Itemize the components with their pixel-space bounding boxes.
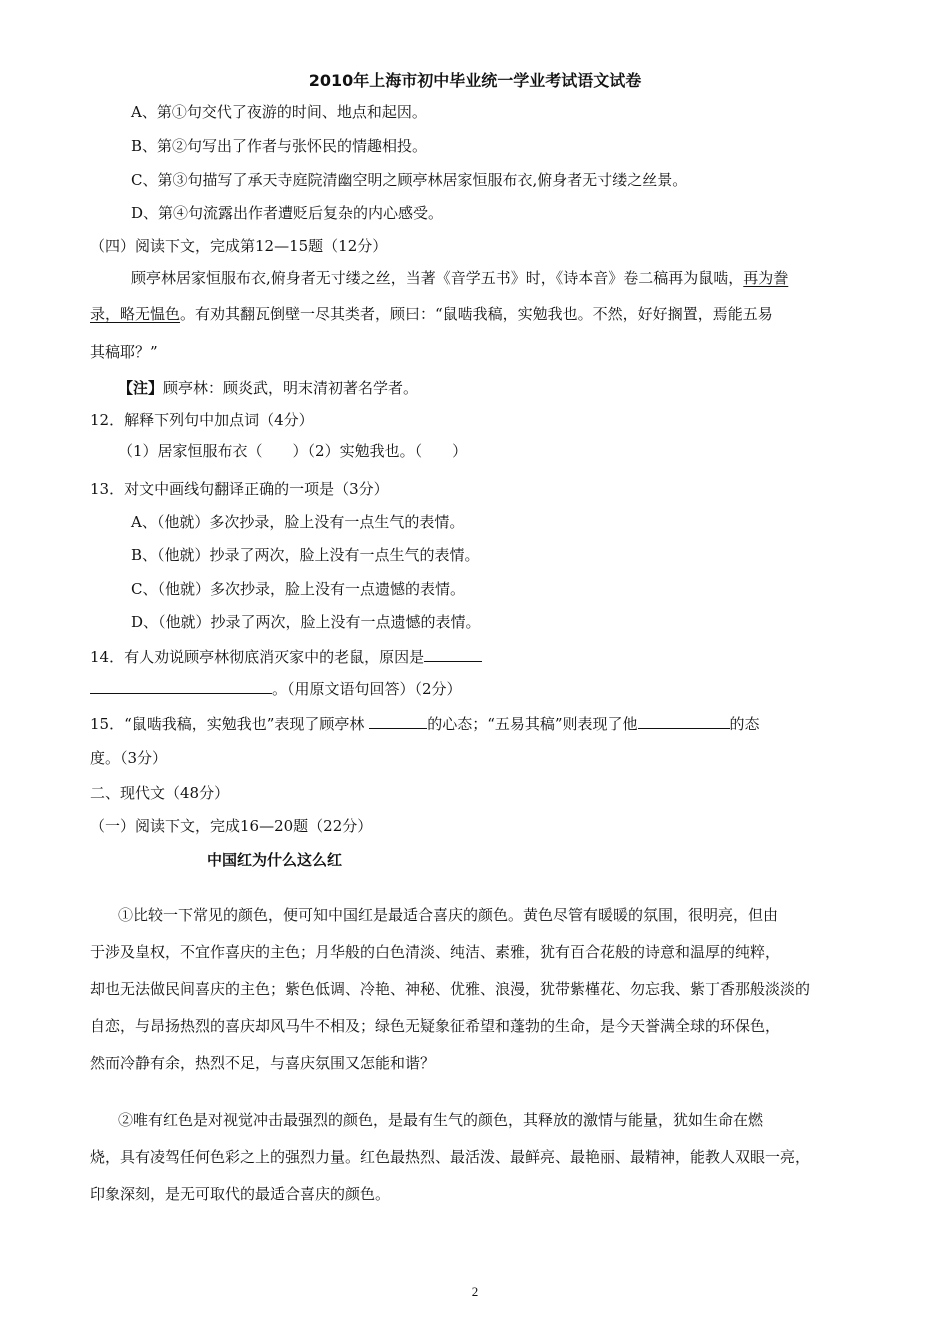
underlined-sentence: 录，略无愠色 bbox=[90, 305, 181, 323]
question-15-text: 的态 bbox=[729, 715, 760, 733]
note-text: 顾亭林：顾炎武，明末清初著名学者。 bbox=[163, 379, 419, 397]
page-title: 2010年上海市初中毕业统一学业考试语文试卷 bbox=[308, 71, 642, 90]
paragraph-1-line: 自恋，与昂扬热烈的喜庆却风马牛不相及；绿色无疑象征希望和蓬勃的生命，是今天誉满全球的环保色， bbox=[90, 1017, 781, 1035]
paragraph-1-line: 然而冷静有余，热烈不足，与喜庆氛围又怎能和谐？ bbox=[90, 1054, 436, 1072]
option-c: C、第③句描写了承天寺庭院清幽空明之顾亭林居家恒服布衣,俯身者无寸缕之丝景。 bbox=[131, 171, 688, 189]
question-15-text: 15．“鼠啮我稿，实勉我也”表现了顾亭林 bbox=[90, 715, 370, 733]
paragraph-2-line: 烧，具有凌驾任何色彩之上的强烈力量。红色最热烈、最活泼、最鲜亮、最艳丽、最精神，能教人双眼一亮， bbox=[90, 1148, 811, 1166]
paragraph-2-line: 印象深刻，是无可取代的最适合喜庆的颜色。 bbox=[90, 1185, 391, 1203]
answer-blank[interactable] bbox=[369, 713, 427, 729]
question-13-option-c: C、（他就）多次抄录，脸上没有一点遗憾的表情。 bbox=[131, 580, 465, 598]
paragraph-1-line: 于涉及皇权，不宜作喜庆的主色；月华般的白色清淡、纯洁、素雅，犹有百合花般的诗意和温厚的纯粹， bbox=[90, 943, 781, 961]
option-b: B、第②句写出了作者与张怀民的情趣相投。 bbox=[131, 137, 428, 155]
option-d: D、第④句流露出作者遭贬后复杂的内心感受。 bbox=[131, 204, 444, 222]
part-two-heading: 二、现代文（48分） bbox=[90, 784, 230, 802]
section-four-heading: （四）阅读下文，完成第12—15题（12分） bbox=[90, 237, 388, 255]
question-14-text: 14．有人劝说顾亭林彻底消灭家中的老鼠，原因是 bbox=[90, 648, 425, 666]
question-15-stem bbox=[90, 713, 760, 734]
question-13-option-b: B、（他就）抄录了两次，脸上没有一点生气的表情。 bbox=[131, 546, 480, 564]
answer-blank[interactable] bbox=[424, 646, 482, 662]
question-13-option-d: D、（他就）抄录了两次，脸上没有一点遗憾的表情。 bbox=[131, 613, 481, 631]
question-14-stem bbox=[90, 646, 482, 667]
paragraph-1-line: ①比较一下常见的颜色，便可知中国红是最适合喜庆的颜色。黄色尽管有暖暖的氛围，很明亮，但由 bbox=[118, 906, 779, 924]
underlined-sentence: 再为誊 bbox=[743, 269, 789, 287]
question-13-option-a: A、（他就）多次抄录，脸上没有一点生气的表情。 bbox=[131, 513, 465, 531]
question-13-stem: 13．对文中画线句翻译正确的一项是（3分） bbox=[90, 480, 389, 498]
answer-blank[interactable] bbox=[90, 678, 272, 694]
option-a: A、第①句交代了夜游的时间、地点和起因。 bbox=[131, 103, 427, 121]
part-two-subheading: （一）阅读下文，完成16—20题（22分） bbox=[90, 817, 373, 835]
answer-blank[interactable] bbox=[638, 713, 730, 729]
article-title: 中国红为什么这么红 bbox=[207, 851, 343, 869]
passage-line bbox=[90, 304, 773, 324]
note-label: 【注】 bbox=[118, 379, 164, 397]
question-14-tail: 。（用原文语句回答）（2分） bbox=[272, 680, 462, 698]
question-15-line2: 度。（3分） bbox=[90, 749, 168, 767]
paragraph-1-line: 却也无法做民间喜庆的主色；紫色低调、冷艳、神秘、优雅、浪漫，犹带紫槿花、勿忘我、紫丁香那般淡淡的 bbox=[90, 980, 811, 998]
note bbox=[118, 378, 418, 398]
question-12-stem: 12．解释下列句中加点词（4分） bbox=[90, 411, 314, 429]
question-15-text: 的心态；“五易其稿”则表现了他 bbox=[427, 715, 638, 733]
paragraph-2-line: ②唯有红色是对视觉冲击最强烈的颜色，是最有生气的颜色，其释放的激情与能量，犹如生命在燃 bbox=[118, 1111, 764, 1129]
passage-line bbox=[131, 268, 788, 288]
passage-text: 顾亭林居家恒服布衣,俯身者无寸缕之丝，当著《音学五书》时，《诗本音》卷二稿再为鼠啮， bbox=[131, 269, 744, 287]
passage-text: 。有劝其翻瓦倒壁一尽其类者，顾曰：“鼠啮我稿，实勉我也。不然，好好搁置，焉能五易 bbox=[180, 305, 773, 323]
passage-line: 其稿耶？” bbox=[90, 343, 158, 361]
question-14-line2 bbox=[90, 678, 462, 699]
question-12-items: （1）居家恒服布衣（ ）（2）实勉我也。（ ） bbox=[118, 442, 468, 460]
page-number: 2 bbox=[471, 1284, 479, 1299]
